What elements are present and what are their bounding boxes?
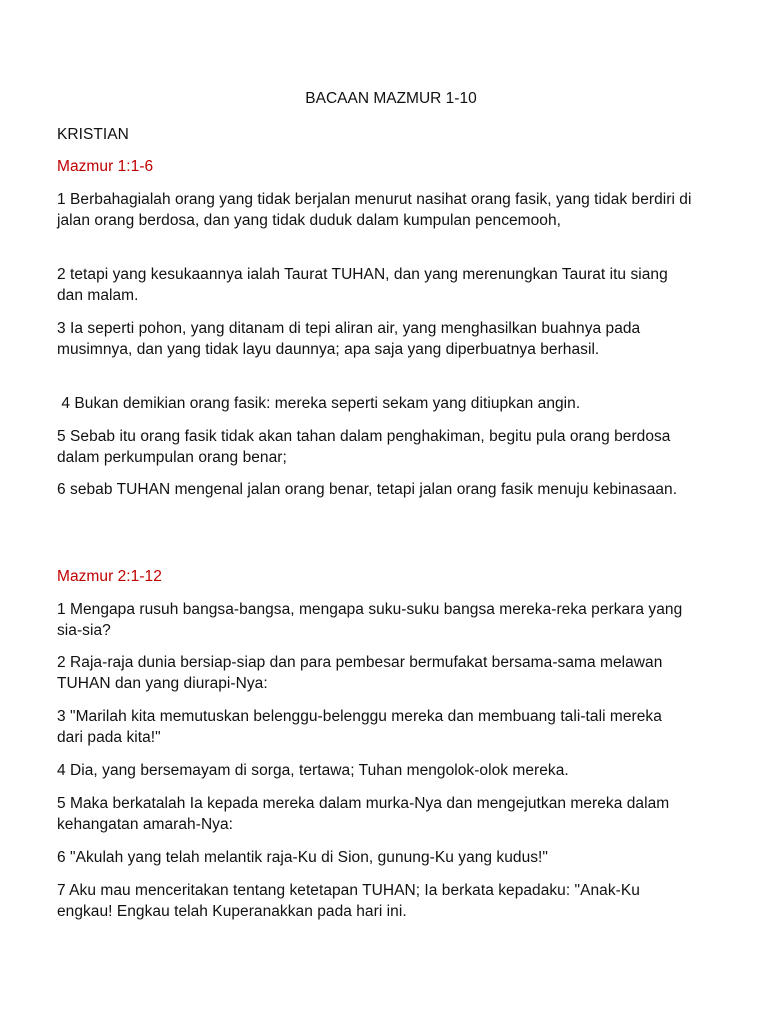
- verse-2-5: 5 Maka berkatalah Ia kepada mereka dalam murka-Nya dan mengejutkan mereka dalam kehangatan amarah-Nya:: [57, 795, 670, 833]
- verse-2-7: 7 Aku mau menceritakan tentang ketetapan TUHAN; Ia berkata kepadaku: "Anak-Ku engkau! Engkau telah Kuperanakkan pada hari ini.: [57, 882, 640, 920]
- section-heading-mazmur-1: Mazmur 1:1-6: [57, 158, 154, 175]
- document-title: BACAAN MAZMUR 1-10: [305, 90, 477, 107]
- verse-2-3: 3 "Marilah kita memutuskan belenggu-belenggu mereka dan membuang tali-tali mereka dari pada kita!": [57, 708, 662, 746]
- verse-1-3: 3 Ia seperti pohon, yang ditanam di tepi aliran air, yang menghasilkan buahnya pada musimnya, dan yang tidak layu daunnya; apa saja yang diperbuatnya berhasil.: [57, 320, 641, 358]
- document-subtitle: KRISTIAN: [57, 126, 129, 143]
- verse-1-2: 2 tetapi yang kesukaannya ialah Taurat TUHAN, dan yang merenungkan Taurat itu siang dan malam.: [57, 266, 668, 304]
- verse-2-2: 2 Raja-raja dunia bersiap-siap dan para pembesar bermufakat bersama-sama melawan TUHAN dan yang diurapi-Nya:: [57, 654, 663, 692]
- section-heading-mazmur-2: Mazmur 2:1-12: [57, 568, 162, 585]
- verse-2-4: 4 Dia, yang bersemayam di sorga, tertawa; Tuhan mengolok-olok mereka.: [57, 762, 569, 779]
- verse-2-1: 1 Mengapa rusuh bangsa-bangsa, mengapa suku-suku bangsa mereka-reka perkara yang sia-sia?: [57, 601, 683, 639]
- verse-1-6: 6 sebab TUHAN mengenal jalan orang benar, tetapi jalan orang fasik menuju kebinasaan.: [57, 481, 678, 498]
- verse-1-4: 4 Bukan demikian orang fasik: mereka seperti sekam yang ditiupkan angin.: [57, 395, 581, 412]
- verse-2-6: 6 "Akulah yang telah melantik raja-Ku di Sion, gunung-Ku yang kudus!": [57, 849, 548, 866]
- verse-1-1: 1 Berbahagialah orang yang tidak berjalan menurut nasihat orang fasik, yang tidak berdiri di jalan orang berdosa, dan yang tidak duduk dalam kumpulan pencemooh,: [57, 191, 692, 229]
- verse-1-5: 5 Sebab itu orang fasik tidak akan tahan dalam penghakiman, begitu pula orang berdosa dalam perkumpulan orang benar;: [57, 428, 671, 466]
